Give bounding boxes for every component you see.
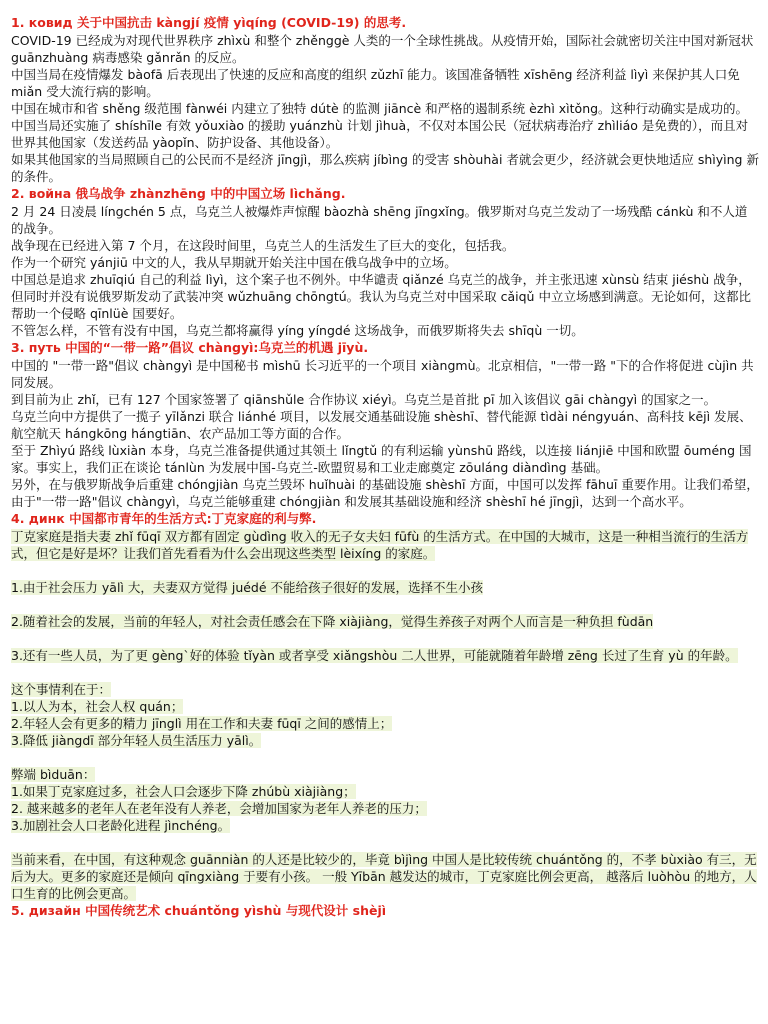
cons-title: 弊端 bìduān： <box>11 767 96 782</box>
section-2-paragraph: 中国总是追求 zhuīqiú 自己的利益 lìyì，这个案子也不例外。中华谴责 qiǎnzé 乌克兰的战争，并主张迅速 xùnsù 结束 jiéshù 战争，但同时并没有说俄罗斯发动了武装冲突 wǔzhuāng chōngtú。我认为乌克兰对中国采取 cǎiqǔ 中立立场感到满意。无论如何，这都比帮助一个侵略 qīnlüè 国要好。 <box>11 272 751 321</box>
section-3-heading: 3. путь 中国的“一带一路”倡议 chàngyì:乌克兰的机遇 jīyù. <box>11 340 369 355</box>
cons-item: 1.如果丁克家庭过多，社会人口会逐步下降 zhúbù xiàjiàng； <box>11 784 356 799</box>
section-1-paragraph: COVID-19 已经成为对现代世界秩序 zhìxù 和整个 zhěnggè 人类的一个全球性挑战。从疫情开始，国际社会就密切关注中国对新冠状 guānzhuàng 病毒感染 gǎnrǎn 的反应。 <box>11 33 754 65</box>
pros-item: 3.降低 jiàngdī 部分年轻人员生活压力 yālì。 <box>11 733 262 748</box>
section-2-paragraph: 2 月 24 日凌晨 língchén 5 点，乌克兰人被爆炸声惊醒 bàozhà shēng jīngxǐng。俄罗斯对乌克兰发动了一场残酷 cánkù 和不人道的战争。 <box>11 204 748 236</box>
section-1-paragraph: 中国在城市和省 shěng 级范围 fànwéi 内建立了独特 dútè 的监测 jiāncè 和严格的遏制系统 èzhì xìtǒng。这种行动确实是成功的。 <box>11 101 749 116</box>
section-1-paragraph: 如果其他国家的当局照顾自己的公民而不是经济 jīngjì，那么疾病 jíbìng 的受害 shòuhài 者就会更少，经济就会更快地适应 shìyìng 新的条件。 <box>11 152 759 184</box>
section-4-conclusion: 当前来看，在中国，有这种观念 guānniàn 的人还是比较少的，毕竟 bìjìng 中国人是比较传统 chuántǒng 的，不孝 bùxiào 有三，无后为大。更多的家庭还是倾向 qīngxiàng 于要有小孩。 一般 Yībān 越发达的城市，丁克家庭比例会更高， 越落后 luòhòu 的地方，人口生育的比例会更高。 <box>11 852 757 901</box>
section-3-paragraph: 至于 Zhìyú 路线 lùxiàn 本身，乌克兰准备提供通过其领土 lǐngtǔ 的有利运输 yùnshū 路线，以连接 liánjiē 中国和欧盟 ōuméng 国家。事实上，我们正在谈论 tánlùn 为发展中国-乌克兰-欧盟贸易和工业走廊奠定 zōuláng diàndìng 基础。 <box>11 443 752 475</box>
section-2-paragraph: 不管怎么样，不管有没有中国，乌克兰都将赢得 yíng yíngdé 这场战争，而俄罗斯将失去 shīqù 一切。 <box>11 323 584 338</box>
section-3-paragraph: 另外，在与俄罗斯战争后重建 chóngjiàn 乌克兰毁坏 huǐhuài 的基础设施 shèshī 方面，中国可以发挥 fāhuī 重要作用。让我们希望，由于"一带一路"倡议 chàngyì，乌克兰能够重建 chóngjiàn 和发展其基础设施和经济 shèshī hé jīngjì，达到一个高水平。 <box>11 477 759 509</box>
section-2-paragraph: 战争现在已经进入第 7 个月，在这段时间里，乌克兰人的生活发生了巨大的变化，包括我。 <box>11 238 515 253</box>
section-3-paragraph: 中国的 "一带一路"倡议 chàngyì 是中国秘书 mìshū 长习近平的一个项目 xiàngmù。北京相信，"一带一路 "下的合作将促进 cùjìn 共同发展。 <box>11 358 754 390</box>
cons-item: 2. 越来越多的老年人在老年没有人养老，会增加国家为老年人养老的压力； <box>11 801 427 816</box>
section-2-paragraph: 作为一个研究 yánjiū 中文的人，我从早期就开始关注中国在俄乌战争中的立场。 <box>11 255 457 270</box>
section-4-heading: 4. динк 中国都市青年的生活方式:丁克家庭的利与弊. <box>11 511 317 526</box>
section-1-paragraph: 中国当局还实施了 shíshīle 有效 yǒuxiào 的援助 yuánzhù 计划 jìhuà，不仅对本国公民（冠状病毒治疗 zhìliáo 是免费的），而且对世界其他国家（发送药品 yàopǐn、防护设备、其他设备）。 <box>11 118 749 150</box>
reason-item: 3.还有一些人员，为了更 gèng`好的体验 tǐyàn 或者享受 xiǎngshòu 二人世界，可能就随着年龄增 zēng 长过了生育 yù 的年龄。 <box>11 648 738 663</box>
pros-title: 这个事情利在于： <box>11 682 112 697</box>
section-1-heading: 1. ковид 关于中国抗击 kàngjí 疫情 yìqíng (COVID-19) 的思考. <box>11 15 407 30</box>
reason-item: 2.随着社会的发展，当前的年轻人，对社会责任感会在下降 xiàjiàng，觉得生养孩子对两个人而言是一种负担 fùdān <box>11 614 654 629</box>
section-4-intro: 丁克家庭是指夫妻 zhǐ fūqī 双方都有固定 gùdìng 收入的无子女夫妇 fūfù 的生活方式。在中国的大城市，这是一种相当流行的生活方式，但它是好是坏？让我们首先看看为什么会出现这些类型 lèixíng 的家庭。 <box>11 529 749 561</box>
section-3-paragraph: 到目前为止 zhǐ，已有 127 个国家签署了 qiānshǔle 合作协议 xiéyì。乌克兰是首批 pī 加入该倡议 gāi chàngyì 的国家之一。 <box>11 392 717 407</box>
section-2-heading: 2. война 俄乌战争 zhànzhēng 中的中国立场 lìchǎng. <box>11 186 346 201</box>
section-1-paragraph: 中国当局在疫情爆发 bàofā 后表现出了快速的反应和高度的组织 zǔzhī 能力。该国准备牺牲 xīshēng 经济利益 lìyì 来保护其人口免 miǎn 受大流行病的影响。 <box>11 67 740 99</box>
reason-item: 1.由于社会压力 yālì 大，夫妻双方觉得 juédé 不能给孩子很好的发展，选择不生小孩 <box>11 580 484 595</box>
pros-item: 1.以人为本，社会人权 quán； <box>11 699 184 714</box>
document-page <box>11 0 759 920</box>
section-5-heading: 5. дизайн 中国传统艺术 chuántǒng yìshù 与现代设计 shèjì <box>11 903 387 918</box>
pros-item: 2.年轻人会有更多的精力 jīnglì 用在工作和夫妻 fūqī 之间的感情上； <box>11 716 393 731</box>
cons-item: 3.加剧社会人口老龄化进程 jìnchéng。 <box>11 818 231 833</box>
section-3-paragraph: 乌克兰向中方提供了一揽子 yīlǎnzi 联合 liánhé 项目，以发展交通基础设施 shèshī、替代能源 tìdài néngyuán、高科技 kējì 发展、航空航天 hángkōng hángtiān、农产品加工等方面的合作。 <box>11 409 752 441</box>
